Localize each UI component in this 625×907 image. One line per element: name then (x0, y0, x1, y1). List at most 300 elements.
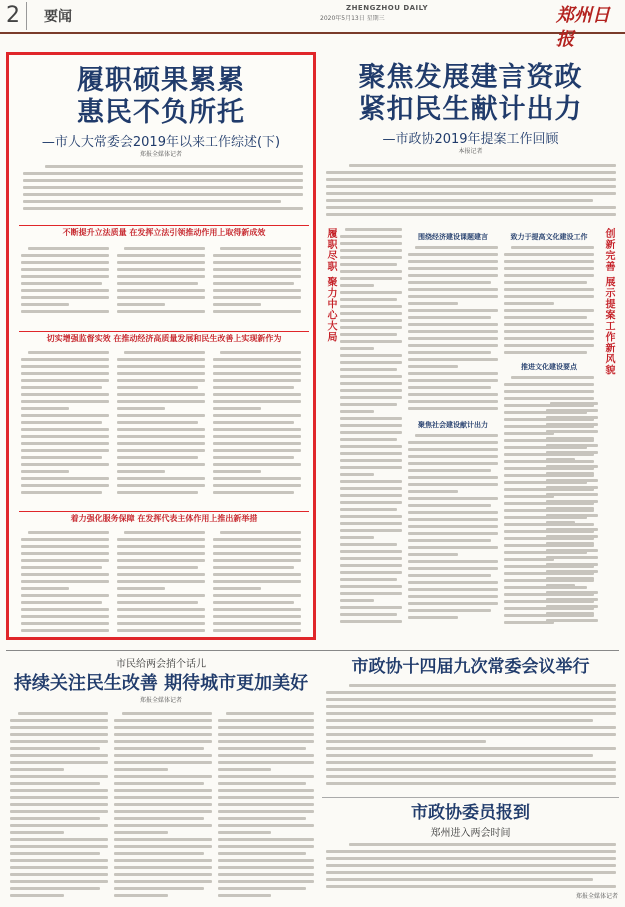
text-line-placeholder (546, 563, 598, 566)
text-line-placeholder (23, 179, 303, 182)
text-line-placeholder (340, 452, 402, 455)
text-line-placeholder (340, 487, 402, 490)
text-line-placeholder (21, 414, 109, 417)
text-line-placeholder (504, 337, 594, 340)
text-line-placeholder (408, 448, 498, 451)
text-line-placeholder (550, 402, 598, 405)
text-line-placeholder (408, 400, 498, 403)
text-line-placeholder (546, 528, 598, 531)
text-line-placeholder (21, 261, 109, 264)
text-line-placeholder (504, 344, 594, 347)
text-line-placeholder (213, 566, 294, 569)
text-line-placeholder (340, 291, 402, 294)
text-line-placeholder (349, 164, 616, 167)
article-lead (23, 165, 303, 211)
text-line-placeholder (10, 852, 100, 855)
text-line-placeholder (114, 796, 212, 799)
text-line-placeholder (117, 296, 205, 299)
text-line-placeholder (340, 564, 402, 567)
text-line-placeholder (340, 242, 402, 245)
text-line-placeholder (10, 761, 108, 764)
text-line-placeholder (326, 747, 616, 750)
text-line-placeholder (408, 372, 498, 375)
text-line-placeholder (340, 263, 397, 266)
text-line-placeholder (213, 594, 301, 597)
text-line-placeholder (408, 358, 498, 361)
text-line-placeholder (326, 782, 616, 785)
text-line-placeholder (326, 185, 616, 188)
text-line-placeholder (21, 580, 109, 583)
text-line-placeholder (504, 274, 594, 277)
text-line-placeholder (213, 587, 261, 590)
text-line-placeholder (21, 275, 109, 278)
text-column (117, 247, 205, 317)
text-line-placeholder (408, 316, 491, 319)
text-line-placeholder (408, 386, 491, 389)
text-line-placeholder (546, 444, 598, 447)
text-line-placeholder (124, 531, 205, 534)
text-line-placeholder (408, 616, 458, 619)
text-line-placeholder (117, 268, 205, 271)
text-line-placeholder (23, 207, 303, 210)
text-line-placeholder (326, 754, 593, 757)
text-line-placeholder (117, 545, 205, 548)
text-line-placeholder (340, 585, 402, 588)
text-line-placeholder (340, 515, 402, 518)
text-line-placeholder (340, 347, 374, 350)
text-line-placeholder (218, 782, 306, 785)
text-line-placeholder (546, 514, 598, 517)
text-line-placeholder (21, 594, 109, 597)
text-line-placeholder (10, 803, 108, 806)
text-line-placeholder (21, 629, 109, 632)
text-line-placeholder (213, 289, 301, 292)
text-line-placeholder (349, 843, 616, 846)
text-line-placeholder (21, 545, 109, 548)
text-line-placeholder (504, 288, 594, 291)
text-line-placeholder (117, 303, 165, 306)
text-line-placeholder (408, 539, 491, 542)
text-line-placeholder (340, 536, 374, 539)
text-line-placeholder (340, 354, 402, 357)
article-credit: 郑报全媒体记者 (575, 893, 618, 900)
text-line-placeholder (408, 302, 458, 305)
text-line-placeholder (408, 497, 498, 500)
text-line-placeholder (114, 719, 212, 722)
text-line-placeholder (504, 390, 594, 393)
text-line-placeholder (21, 365, 109, 368)
text-line-placeholder (408, 581, 498, 584)
text-line-placeholder (10, 887, 100, 890)
text-line-placeholder (408, 393, 498, 396)
text-line-placeholder (213, 442, 301, 445)
text-column (546, 402, 598, 628)
text-line-placeholder (10, 775, 108, 778)
text-column (117, 351, 205, 501)
text-line-placeholder (326, 171, 616, 174)
text-line-placeholder (408, 553, 458, 556)
text-line-placeholder (504, 260, 594, 263)
text-line-placeholder (408, 407, 498, 410)
text-line-placeholder (408, 602, 498, 605)
text-line-placeholder (415, 434, 498, 437)
article-title-line2: 惠民不负所托 (77, 97, 245, 128)
text-line-placeholder (218, 817, 306, 820)
text-line-placeholder (326, 740, 486, 743)
text-line-placeholder (213, 484, 301, 487)
text-line-placeholder (213, 538, 301, 541)
text-line-placeholder (226, 712, 314, 715)
text-line-placeholder (218, 894, 271, 897)
text-line-placeholder (10, 866, 108, 869)
text-line-placeholder (340, 501, 402, 504)
text-line-placeholder (213, 615, 301, 618)
text-line-placeholder (326, 878, 593, 881)
text-line-placeholder (114, 894, 168, 897)
text-column (117, 531, 205, 635)
text-line-placeholder (213, 386, 294, 389)
text-line-placeholder (218, 880, 314, 883)
article-title: 市政协十四届九次常委会议举行 (351, 657, 590, 677)
text-line-placeholder (21, 484, 109, 487)
text-line-placeholder (213, 580, 301, 583)
text-line-placeholder (10, 754, 108, 757)
text-line-placeholder (10, 789, 108, 792)
text-line-placeholder (326, 712, 616, 715)
text-line-placeholder (10, 719, 108, 722)
text-line-placeholder (504, 383, 594, 386)
text-line-placeholder (213, 303, 261, 306)
text-line-placeholder (546, 577, 594, 580)
text-line-placeholder (504, 309, 594, 312)
text-line-placeholder (340, 284, 374, 287)
article-lead (326, 164, 616, 216)
text-line-placeholder (21, 289, 109, 292)
text-line-placeholder (326, 719, 593, 722)
text-line-placeholder (28, 247, 109, 250)
text-line-placeholder (114, 838, 212, 841)
text-line-placeholder (117, 372, 205, 375)
text-line-placeholder (326, 864, 616, 867)
text-line-placeholder (117, 379, 205, 382)
text-line-placeholder (114, 880, 212, 883)
text-line-placeholder (21, 379, 109, 382)
text-line-placeholder (213, 421, 294, 424)
text-line-placeholder (340, 424, 402, 427)
text-line-placeholder (218, 754, 314, 757)
text-line-placeholder (21, 456, 102, 459)
article-subtitle: 郑州进入两会时间 (430, 828, 511, 839)
text-line-placeholder (218, 775, 314, 778)
article-kicker: 市民给两会捎个话儿 (116, 659, 206, 670)
text-line-placeholder (340, 522, 402, 525)
text-line-placeholder (408, 379, 498, 382)
text-line-placeholder (340, 445, 402, 448)
text-line-placeholder (415, 246, 498, 249)
text-line-placeholder (546, 556, 598, 559)
text-line-placeholder (340, 256, 402, 259)
article-byline: 郑报全媒体记者 (139, 151, 182, 158)
text-line-placeholder (10, 768, 64, 771)
text-line-placeholder (213, 261, 301, 264)
text-line-placeholder (408, 595, 498, 598)
text-line-placeholder (114, 768, 168, 771)
text-line-placeholder (326, 885, 616, 888)
text-line-placeholder (213, 629, 301, 632)
text-line-placeholder (114, 803, 212, 806)
text-line-placeholder (117, 629, 205, 632)
text-line-placeholder (408, 253, 498, 256)
text-line-placeholder (340, 270, 402, 273)
text-line-placeholder (546, 465, 598, 468)
text-column (408, 434, 498, 628)
text-line-placeholder (546, 423, 598, 426)
text-line-placeholder (340, 389, 402, 392)
text-line-placeholder (21, 491, 102, 494)
text-line-placeholder (546, 409, 598, 412)
text-line-placeholder (213, 552, 301, 555)
text-line-placeholder (340, 319, 402, 322)
section-head: 围绕经济建设课题建言 (418, 233, 488, 241)
text-line-placeholder (218, 887, 306, 890)
text-line-placeholder (18, 712, 108, 715)
text-line-placeholder (408, 609, 491, 612)
text-line-placeholder (546, 451, 598, 454)
text-line-placeholder (220, 247, 301, 250)
text-line-placeholder (117, 477, 205, 480)
text-line-placeholder (340, 508, 397, 511)
text-line-placeholder (117, 442, 205, 445)
text-line-placeholder (117, 289, 205, 292)
section-head: 致力于提高文化建设工作 (510, 233, 588, 241)
text-line-placeholder (340, 466, 402, 469)
text-line-placeholder (117, 365, 205, 368)
vertical-section-head: 创新完善 展示提案工作新风貌 (603, 228, 614, 376)
text-line-placeholder (213, 400, 301, 403)
text-line-placeholder (10, 726, 108, 729)
text-line-placeholder (546, 605, 598, 608)
text-line-placeholder (117, 400, 205, 403)
text-line-placeholder (213, 282, 294, 285)
text-line-placeholder (340, 361, 402, 364)
article-npc-review[interactable] (6, 52, 316, 640)
text-line-placeholder (21, 372, 109, 375)
text-line-placeholder (408, 483, 498, 486)
text-line-placeholder (10, 859, 108, 862)
text-column (21, 351, 109, 501)
text-line-placeholder (408, 288, 498, 291)
text-line-placeholder (408, 441, 498, 444)
text-column (340, 228, 402, 628)
text-line-placeholder (218, 803, 314, 806)
text-line-placeholder (218, 747, 306, 750)
text-column (213, 351, 301, 501)
text-line-placeholder (117, 580, 205, 583)
text-line-placeholder (340, 333, 397, 336)
text-line-placeholder (218, 859, 314, 862)
text-line-placeholder (21, 449, 109, 452)
text-line-placeholder (340, 431, 402, 434)
text-line-placeholder (340, 494, 402, 497)
text-line-placeholder (21, 428, 109, 431)
text-line-placeholder (340, 326, 402, 329)
text-line-placeholder (326, 761, 616, 764)
text-line-placeholder (546, 535, 598, 538)
text-line-placeholder (23, 193, 303, 196)
article-cppcc-proposals[interactable] (322, 52, 619, 640)
text-line-placeholder (408, 532, 498, 535)
text-line-placeholder (504, 323, 594, 326)
text-line-placeholder (117, 449, 205, 452)
text-line-placeholder (21, 435, 109, 438)
text-line-placeholder (21, 358, 109, 361)
text-line-placeholder (114, 761, 212, 764)
text-line-placeholder (546, 479, 598, 482)
text-column (21, 247, 109, 317)
text-line-placeholder (10, 824, 108, 827)
text-line-placeholder (546, 493, 598, 496)
text-line-placeholder (10, 782, 100, 785)
text-line-placeholder (340, 592, 402, 595)
text-line-placeholder (218, 768, 271, 771)
text-line-placeholder (326, 705, 616, 708)
text-line-placeholder (504, 295, 594, 298)
text-line-placeholder (114, 852, 204, 855)
masthead (0, 0, 625, 50)
text-line-placeholder (218, 838, 314, 841)
text-line-placeholder (340, 557, 402, 560)
text-column (504, 246, 594, 356)
text-line-placeholder (114, 747, 204, 750)
publication-meta: 2020年5月13日 星期三 (320, 15, 385, 22)
text-line-placeholder (218, 852, 306, 855)
text-line-placeholder (340, 613, 397, 616)
text-line-placeholder (326, 698, 616, 701)
text-line-placeholder (117, 254, 205, 257)
text-line-placeholder (546, 619, 598, 622)
text-line-placeholder (408, 469, 491, 472)
text-line-placeholder (326, 206, 616, 209)
text-line-placeholder (218, 810, 314, 813)
text-line-placeholder (114, 887, 204, 890)
text-line-placeholder (345, 228, 402, 231)
text-line-placeholder (117, 594, 205, 597)
text-line-placeholder (114, 782, 204, 785)
text-line-placeholder (504, 351, 587, 354)
text-column (213, 247, 301, 317)
text-line-placeholder (546, 472, 594, 475)
text-column (213, 531, 301, 635)
text-line-placeholder (340, 550, 402, 553)
text-line-placeholder (124, 351, 205, 354)
text-line-placeholder (117, 456, 198, 459)
vertical-section-head: 履职尽职 聚力中心大局 (325, 228, 336, 343)
text-line-placeholder (340, 403, 397, 406)
text-line-placeholder (504, 330, 594, 333)
text-line-placeholder (546, 584, 575, 587)
text-line-placeholder (23, 186, 303, 189)
text-line-placeholder (340, 235, 402, 238)
text-line-placeholder (114, 740, 212, 743)
text-line-placeholder (349, 684, 616, 687)
text-line-placeholder (326, 775, 616, 778)
text-line-placeholder (326, 192, 616, 195)
text-line-placeholder (28, 351, 109, 354)
text-line-placeholder (340, 473, 374, 476)
text-column (10, 712, 108, 902)
text-line-placeholder (340, 459, 402, 462)
text-line-placeholder (21, 400, 109, 403)
text-line-placeholder (114, 859, 212, 862)
text-line-placeholder (213, 622, 301, 625)
text-line-placeholder (23, 172, 303, 175)
text-line-placeholder (213, 268, 301, 271)
text-line-placeholder (21, 442, 109, 445)
text-line-placeholder (213, 414, 301, 417)
text-line-placeholder (117, 615, 205, 618)
text-line-placeholder (21, 615, 109, 618)
text-line-placeholder (218, 831, 271, 834)
text-line-placeholder (114, 873, 212, 876)
text-line-placeholder (117, 407, 165, 410)
text-line-placeholder (546, 500, 598, 503)
text-line-placeholder (10, 838, 108, 841)
text-line-placeholder (124, 247, 205, 250)
text-line-placeholder (117, 310, 205, 313)
text-line-placeholder (504, 316, 587, 319)
text-line-placeholder (114, 824, 212, 827)
text-line-placeholder (218, 761, 314, 764)
text-column (408, 246, 498, 416)
text-line-placeholder (326, 871, 616, 874)
text-column (326, 843, 616, 891)
text-line-placeholder (10, 831, 64, 834)
text-line-placeholder (326, 850, 616, 853)
text-line-placeholder (213, 428, 301, 431)
text-line-placeholder (326, 178, 616, 181)
horizontal-divider (6, 650, 619, 651)
article-title-line2: 紧扣民生献计出力 (358, 94, 583, 125)
text-line-placeholder (117, 484, 205, 487)
text-line-placeholder (21, 463, 109, 466)
text-line-placeholder (114, 733, 212, 736)
section-head: 聚焦社会建设献计出力 (418, 421, 488, 429)
text-line-placeholder (546, 458, 575, 461)
text-line-placeholder (117, 552, 205, 555)
text-line-placeholder (218, 740, 314, 743)
text-line-placeholder (114, 845, 212, 848)
text-line-placeholder (218, 845, 314, 848)
text-line-placeholder (114, 726, 212, 729)
text-line-placeholder (340, 249, 402, 252)
text-line-placeholder (220, 531, 301, 534)
text-line-placeholder (21, 282, 102, 285)
text-line-placeholder (408, 323, 498, 326)
text-line-placeholder (213, 275, 301, 278)
text-line-placeholder (546, 570, 598, 573)
text-line-placeholder (504, 253, 594, 256)
text-line-placeholder (213, 601, 294, 604)
text-line-placeholder (21, 268, 109, 271)
text-line-placeholder (340, 305, 402, 308)
text-line-placeholder (10, 740, 108, 743)
text-line-placeholder (117, 275, 205, 278)
text-line-placeholder (10, 747, 100, 750)
text-line-placeholder (117, 559, 205, 562)
text-line-placeholder (340, 606, 402, 609)
article-byline: 郑报全媒体记者 (139, 697, 182, 704)
text-line-placeholder (213, 393, 301, 396)
